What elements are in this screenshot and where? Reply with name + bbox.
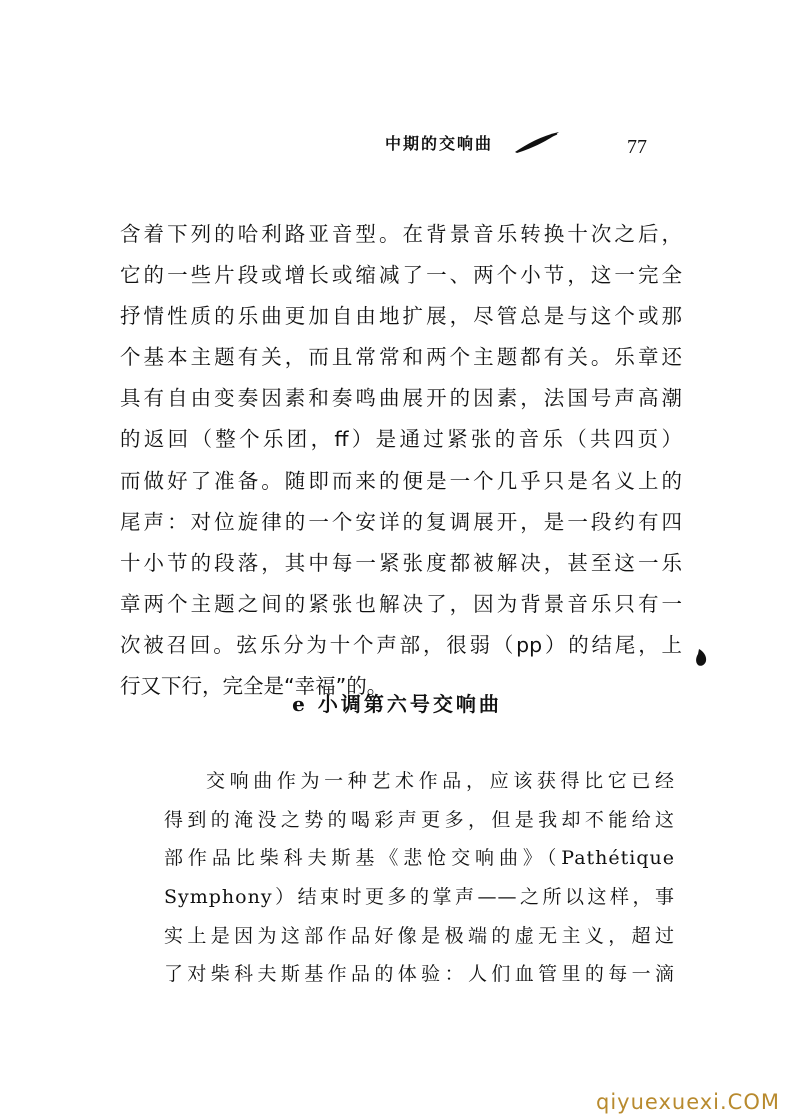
body-line: 尾声：对位旋律的一个安详的复调展开，是一段约有四 — [120, 509, 682, 534]
body-text — [120, 214, 682, 707]
ink-blot-mark — [694, 648, 708, 668]
body-line: 次被召回。弦乐分为十个声部，很弱（pp）的结尾，上 — [120, 632, 682, 657]
body-line: 含着下列的哈利路亚音型。在背景音乐转换十次之后， — [120, 222, 682, 246]
body-line: 它的一些片段或增长或缩减了一、两个小节，这一完全 — [120, 263, 682, 288]
quote-line: 实上是因为这部作品好像是极端的虚无主义，超过 — [164, 924, 675, 947]
quote-line: Symphony）结束时更多的掌声——之所以这样，事 — [164, 886, 675, 909]
quote-line: 得到的淹没之势的喝彩声更多，但是我却不能给这 — [164, 808, 675, 831]
body-line: 的返回（整个乐团，ff）是通过紧张的音乐（共四页） — [120, 427, 682, 452]
quote-line: 了对柴科夫斯基作品的体验：人们血管里的每一滴 — [164, 963, 675, 986]
running-head — [385, 130, 561, 154]
quote-line: 部作品比柴科夫斯基《悲怆交响曲》（Pathétique — [164, 847, 675, 870]
body-line: 而做好了准备。随即而来的便是一个几乎只是名义上的 — [120, 468, 682, 493]
body-line: 抒情性质的乐曲更加自由地扩展，尽管总是与这个或那 — [120, 304, 682, 329]
site-watermark: qiyuexuexi.COM — [596, 1090, 780, 1114]
epigraph-quote — [164, 762, 675, 994]
page-number: 77 — [627, 136, 647, 158]
brush-ornament-icon — [513, 130, 561, 154]
body-line: 个基本主题有关，而且常常和两个主题都有关。乐章还 — [120, 345, 682, 370]
section-heading: e 小调第六号交响曲 — [292, 692, 502, 716]
body-line: 章两个主题之间的紧张也解决了，因为背景音乐只有一 — [120, 591, 682, 616]
chapter-title: 中期的交响曲 — [385, 133, 494, 153]
body-line: 行又下行，完全是“幸福”的。 — [120, 674, 388, 699]
body-line: 十小节的段落，其中每一紧张度都被解决，甚至这一乐 — [120, 550, 682, 575]
body-line: 具有自由变奏因素和奏鸣曲展开的因素，法国号声高潮 — [120, 386, 682, 411]
quote-line: 交响曲作为一种艺术作品，应该获得比它已经 — [206, 770, 675, 792]
